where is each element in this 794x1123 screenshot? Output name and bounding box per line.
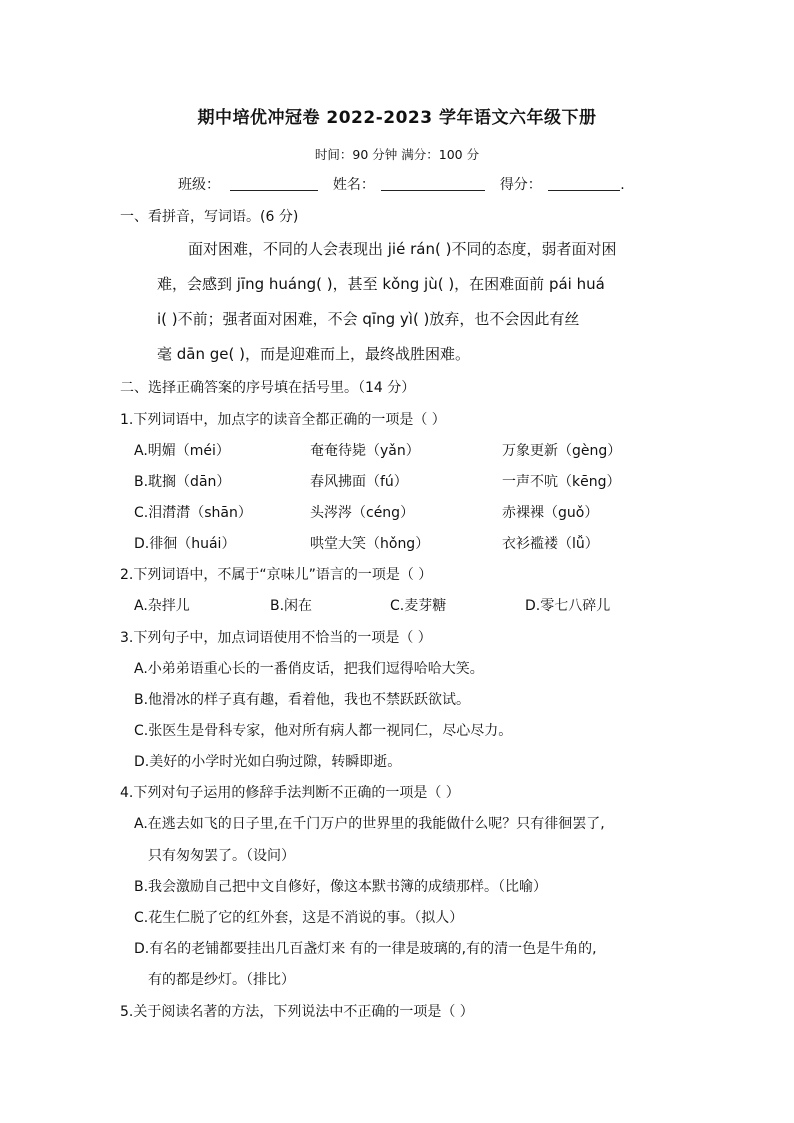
q3-stem: 3.下列句子中，加点词语使用不恰当的一项是（ ） (120, 630, 432, 646)
section1-heading: 一、看拼音，写词语。(6 分) (120, 209, 299, 225)
exam-meta: 时间：90 分钟 满分：100 分 (314, 147, 480, 162)
q2-option-b: B.闲在 (270, 598, 313, 614)
score-blank[interactable] (548, 176, 620, 191)
q3-option-a: A.小弟弟语重心长的一番俏皮话，把我们逗得哈哈大笑。 (134, 661, 484, 677)
q2-option-a: A.杂拌儿 (134, 598, 190, 614)
name-blank[interactable] (381, 176, 485, 191)
q4-option-b: B.我会激励自己把中文自修好，像这本默书簿的成绩那样。（比喻） (134, 879, 548, 895)
exam-title: 期中培优冲冠卷 2022-2023 学年语文六年级下册 (197, 108, 597, 128)
q1-a-2: 奄奄待毙（yǎn） (310, 443, 420, 459)
q1-stem: 1.下列词语中，加点字的读音全都正确的一项是（ ） (120, 412, 446, 428)
q1-a-1: A.明媚（méi） (134, 443, 230, 459)
q4-option-d-line2: 有的都是纱灯。（排比） (148, 972, 295, 988)
q1-c-3: 赤裸裸（guǒ） (502, 505, 599, 521)
section1-line-2: 难，会感到 jīng huáng( )，甚至 kǒng jù( )，在困难面前 pái huá (157, 275, 605, 293)
q1-d-1: D.徘徊（huái） (134, 536, 236, 552)
q3-option-b: B.他滑冰的样子真有趣，看着他，我也不禁跃跃欲试。 (134, 692, 471, 708)
score-label: 得分： (499, 177, 542, 193)
q1-d-2: 哄堂大笑（hǒng） (310, 536, 430, 552)
q4-option-c: C.花生仁脱了它的红外套，这是不消说的事。（拟人） (134, 910, 464, 926)
section1-line-3: i( )不前；强者面对困难，不会 qīng yì( )放弃，也不会因此有丝 (157, 310, 580, 328)
q1-c-2: 头涔涔（céng） (310, 505, 415, 521)
section1-line-4: 毫 dān ge( )，而是迎难而上，最终战胜困难。 (157, 345, 470, 363)
end-mark: . (620, 177, 625, 193)
student-info-row (178, 174, 625, 194)
q4-option-a-line1: A.在逃去如飞的日子里,在千门万户的世界里的我能做什么呢？只有徘徊罢了, (134, 816, 605, 832)
q1-b-3: 一声不吭（kēng） (502, 474, 621, 490)
q5-stem: 5.关于阅读名著的方法，下列说法中不正确的一项是（ ） (120, 1004, 474, 1020)
section1-line-1: 面对困难，不同的人会表现出 jié rán( )不同的态度，弱者面对困 (188, 240, 617, 258)
q1-a-3: 万象更新（gèng） (502, 443, 622, 459)
class-blank[interactable] (230, 176, 318, 191)
q2-option-d: D.零七八碎儿 (525, 598, 611, 614)
q1-c-1: C.泪潸潸（shān） (134, 505, 252, 521)
q4-option-a-line2: 只有匆匆罢了。（设问） (148, 848, 295, 864)
q3-option-c: C.张医生是骨科专家，他对所有病人都一视同仁，尽心尽力。 (134, 723, 513, 739)
q2-option-c: C.麦芽糖 (390, 598, 447, 614)
q4-option-d-line1: D.有名的老铺都要挂出几百盏灯来 有的一律是玻璃的,有的清一色是牛角的, (134, 941, 597, 957)
class-label: 班级： (178, 177, 220, 193)
q1-b-2: 春风拂面（fú） (310, 474, 408, 490)
q2-stem: 2.下列词语中，不属于“京味儿”语言的一项是（ ） (120, 567, 433, 583)
name-label: 姓名： (332, 177, 375, 193)
q3-option-d: D.美好的小学时光如白驹过隙，转瞬即逝。 (134, 754, 402, 770)
q4-stem: 4.下列对句子运用的修辞手法判断不正确的一项是（ ） (120, 785, 460, 801)
q1-b-1: B.耽搁（dān） (134, 474, 231, 490)
q1-d-3: 衣衫褴褛（lǚ） (502, 536, 599, 552)
section2-heading: 二、选择正确答案的序号填在括号里。（14 分） (120, 380, 416, 396)
